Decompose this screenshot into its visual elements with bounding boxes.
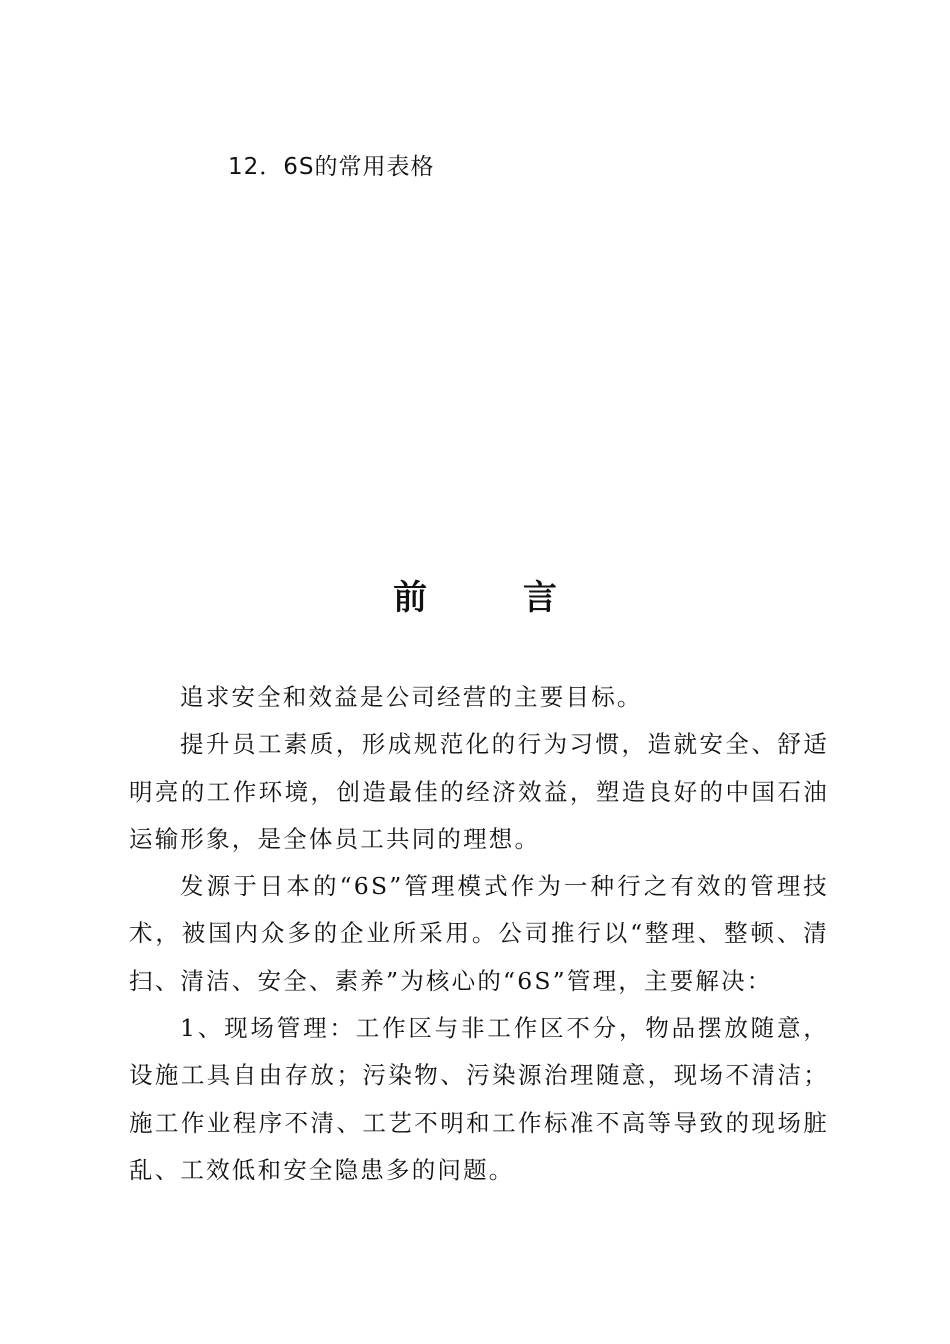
- toc-item-forms: 12．6S的常用表格: [228, 154, 435, 180]
- preface-title: 前 言: [393, 578, 599, 618]
- preface-paragraph: 发源于日本的“6S”管理模式作为一种行之有效的管理技术，被国内众多的企业所采用。公司推行以“整理、整顿、清扫、清洁、安全、素养”为核心的“6S”管理，主要解决：: [129, 872, 829, 995]
- preface-paragraph: 追求安全和效益是公司经营的主要目标。: [180, 683, 643, 711]
- preface-paragraph: 提升员工素质，形成规范化的行为习惯，造就安全、舒适明亮的工作环境，创造最佳的经济效益，塑造良好的中国石油运输形象，是全体员工共同的理想。: [129, 730, 829, 853]
- preface-paragraph: 1、现场管理：工作区与非工作区不分，物品摆放随意，设施工具自由存放；污染物、污染源治理随意，现场不清洁；施工作业程序不清、工艺不明和工作标准不高等导致的现场脏乱、工效低和安全隐患多的问题。: [129, 1014, 829, 1184]
- preface-body: [129, 674, 829, 1194]
